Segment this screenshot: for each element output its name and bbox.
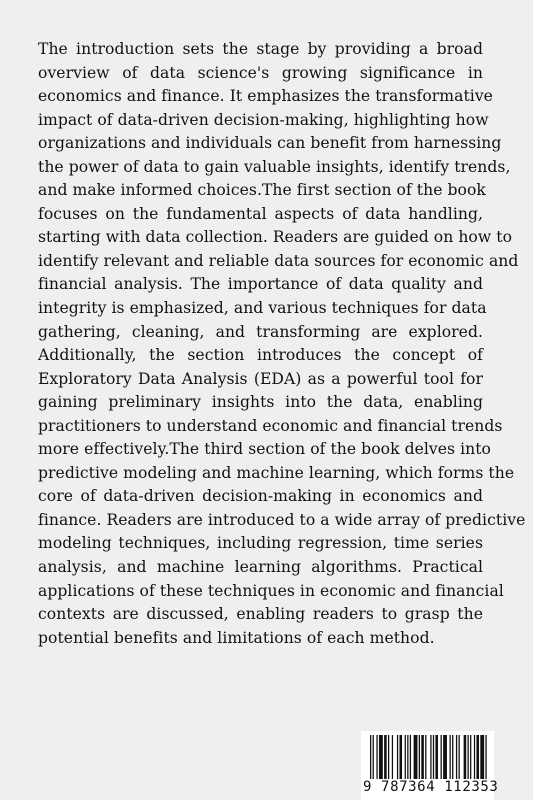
barcode-bar <box>435 735 438 779</box>
blurb-line: core of data-driven decision-making in economics and <box>38 487 483 506</box>
blurb-line: Additionally, the section introduces the concept of <box>38 346 483 365</box>
blurb-line: identify relevant and reliable data sources for economic and <box>38 251 519 270</box>
barcode-bar <box>425 735 426 779</box>
barcode-bar <box>474 735 475 779</box>
barcode-bar <box>388 735 389 779</box>
blurb-line: potential benefits and limitations of each method. <box>38 628 435 647</box>
barcode-bar <box>456 735 457 779</box>
blurb-line: gaining preliminary insights into the data, enabling <box>38 393 483 412</box>
blurb-line: financial analysis. The importance of data quality and <box>38 275 483 294</box>
barcode-bar <box>476 735 479 779</box>
blurb-line: integrity is emphasized, and various techniques for data <box>38 299 487 318</box>
barcode-bar <box>400 735 403 779</box>
barcode-bar <box>379 735 383 779</box>
isbn-barcode <box>361 731 499 800</box>
back-cover-blurb <box>38 38 526 650</box>
barcode-number: 9 787364 112353 <box>363 779 499 795</box>
barcode-bar <box>397 735 398 779</box>
blurb-line: predictive modeling and machine learning, which forms the <box>38 463 515 482</box>
barcode-bar <box>485 735 486 779</box>
barcode-bars <box>370 735 488 779</box>
blurb-line: and make informed choices.The first section of the book <box>38 181 486 200</box>
blurb-line: practitioners to understand economic and financial trends <box>38 416 503 435</box>
barcode-bar <box>392 735 393 779</box>
barcode-bar <box>370 735 371 779</box>
blurb-line: The introduction sets the stage by providing a broad <box>38 40 483 58</box>
barcode-bar <box>384 735 387 779</box>
barcode-bar <box>419 735 420 779</box>
barcode-bar <box>373 735 374 779</box>
blurb-line: applications of these techniques in economic and financial <box>38 581 504 600</box>
barcode-bar <box>470 735 471 779</box>
barcode-bar <box>407 735 408 779</box>
blurb-line: impact of data-driven decision-making, highlighting how <box>38 110 489 129</box>
blurb-line: the power of data to gain valuable insights, identify trends, <box>38 157 511 176</box>
barcode-bar <box>459 735 460 779</box>
barcode-bar <box>376 735 377 779</box>
blurb-line: gathering, cleaning, and transforming are explored. <box>38 322 483 341</box>
barcode-bar <box>452 735 453 779</box>
blurb-line: economics and finance. It emphasizes the transformative <box>38 87 493 106</box>
barcode-bar <box>467 735 468 779</box>
barcode-bar <box>414 735 418 779</box>
blurb-line: contexts are discussed, enabling readers to grasp the <box>38 605 483 624</box>
barcode-bar <box>405 735 406 779</box>
blurb-line: overview of data science's growing significance in <box>38 63 483 82</box>
barcode-bar <box>464 735 467 779</box>
barcode-bar <box>450 735 451 779</box>
blurb-line: finance. Readers are introduced to a wide array of predictive <box>38 510 526 529</box>
blurb-line: focuses on the fundamental aspects of data handling, <box>38 204 483 223</box>
blurb-line: analysis, and machine learning algorithms. Practical <box>38 558 483 577</box>
blurb-line: starting with data collection. Readers are guided on how to <box>38 228 513 247</box>
barcode-bar <box>421 735 424 779</box>
blurb-line: Exploratory Data Analysis (EDA) as a powerful tool for <box>38 369 483 388</box>
barcode-bar <box>433 735 434 779</box>
blurb-line: more effectively.The third section of the book delves into <box>38 440 492 459</box>
blurb-line: modeling techniques, including regression, time series <box>38 534 483 553</box>
barcode-bar <box>441 735 442 779</box>
barcode-bar <box>410 735 411 779</box>
barcode-bar <box>443 735 447 779</box>
barcode-bar <box>480 735 484 779</box>
blurb-line: organizations and individuals can benefit from harnessing <box>38 134 502 153</box>
barcode-bar <box>430 735 431 779</box>
